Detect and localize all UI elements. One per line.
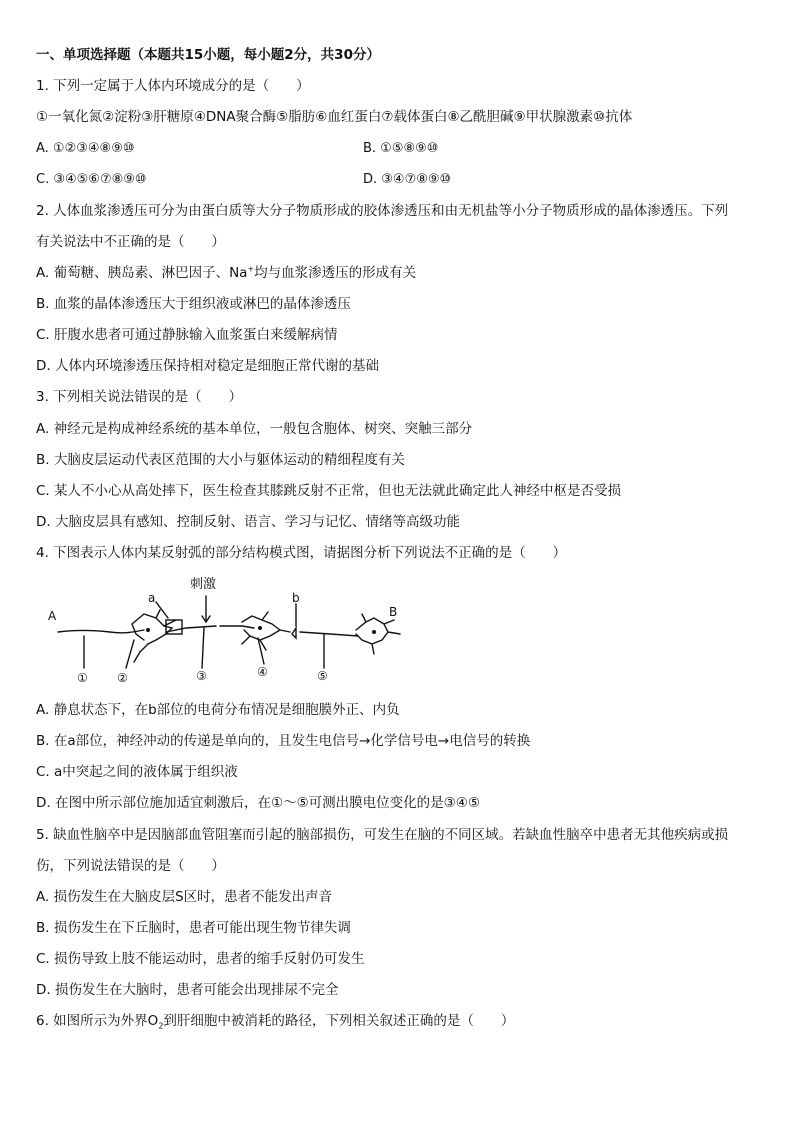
reflex-arc-diagram	[44, 574, 414, 686]
q1-option-a: A. ①②③④⑧⑨⑩	[36, 141, 135, 156]
label-3: ③	[196, 669, 207, 683]
efferent-fiber	[300, 632, 358, 636]
label-4: ④	[257, 665, 268, 679]
q2-option-c: C. 肝腹水患者可通过静脉输入血浆蛋白来缓解病情	[36, 327, 338, 343]
section-title: 一、单项选择题（本题共15小题，每小题2分，共30分）	[36, 47, 380, 63]
label-b: b	[292, 591, 300, 605]
q1-option-c: C. ③④⑤⑥⑦⑧⑨⑩	[36, 172, 147, 187]
q3-option-a: A. 神经元是构成神经系统的基本单位，一般包含胞体、树突、突触三部分	[36, 421, 473, 437]
q2-option-a-post: 均与血浆渗透压的形成有关	[254, 265, 417, 281]
q4-option-c: C. a中突起之间的液体属于组织液	[36, 764, 238, 780]
neuron-2-body	[242, 612, 280, 650]
q2-option-d: D. 人体内环境渗透压保持相对稳定是细胞正常代谢的基础	[36, 358, 379, 374]
q4-stem: 4. 下图表示人体内某反射弧的部分结构模式图，请据图分析下列说法不正确的是（ ）	[36, 545, 567, 561]
label-a: a	[148, 591, 156, 605]
q2-stem-line1: 2. 人体血浆渗透压可分为由蛋白质等大分子物质形成的胶体渗透压和由无机盐等小分子物质形成的晶体渗透压。下列	[36, 203, 729, 219]
leader-3	[202, 628, 204, 668]
q1-option-b: B. ①⑤⑧⑨⑩	[363, 141, 439, 156]
q5-option-a: A. 损伤发生在大脑皮层S区时，患者不能发出声音	[36, 889, 333, 905]
q5-stem-line1: 5. 缺血性脑卒中是因脑部血管阻塞而引起的脑部损伤，可发生在脑的不同区域。若缺血性脑卒中患者无其他疾病或损	[36, 827, 729, 843]
nucleus-1	[146, 628, 150, 632]
q6-stem-post: 到肝细胞中被消耗的路径，下列相关叙述正确的是（ ）	[163, 1013, 515, 1029]
q1-option-d: D. ③④⑦⑧⑨⑩	[363, 172, 452, 187]
axon-2	[220, 626, 254, 628]
q4-option-a: A. 静息状态下，在b部位的电荷分布情况是细胞膜外正、内负	[36, 702, 400, 718]
nucleus-2	[258, 626, 262, 630]
q1-items: ①一氧化氮②淀粉③肝糖原④DNA聚合酶⑤脂肪⑥血红蛋白⑦载体蛋白⑧乙酰胆碱⑨甲状腺激素⑩抗体	[36, 109, 633, 125]
q2-option-a	[36, 263, 416, 283]
sodium-charge: +	[247, 264, 255, 274]
q2-option-a-pre: A. 葡萄糖、胰岛素、淋巴因子、Na	[36, 265, 248, 281]
q5-option-d: D. 损伤发生在大脑时，患者可能会出现排尿不完全	[36, 982, 339, 998]
q6-stem-pre: 6. 如图所示为外界O	[36, 1013, 159, 1029]
q5-option-b: B. 损伤发生在下丘脑时，患者可能出现生物节律失调	[36, 920, 351, 936]
q5-option-c: C. 损伤导致上肢不能运动时，患者的缩手反射仍可发生	[36, 951, 365, 967]
q3-option-d: D. 大脑皮层具有感知、控制反射、语言、学习与记忆、情绪等高级功能	[36, 514, 460, 530]
q2-stem-line2: 有关说法中不正确的是（ ）	[36, 234, 225, 250]
q5-stem-line2: 伤，下列说法错误的是（ ）	[36, 858, 225, 874]
label-5: ⑤	[317, 669, 328, 683]
q3-stem: 3. 下列相关说法错误的是（ ）	[36, 389, 243, 405]
q2-option-b: B. 血浆的晶体渗透压大于组织液或淋巴的晶体渗透压	[36, 296, 351, 312]
leader-2	[126, 640, 134, 668]
q4-option-d: D. 在图中所示部位施加适宜刺激后，在①～⑤可测出膜电位变化的是③④⑤	[36, 795, 480, 811]
label-1: ①	[77, 671, 88, 685]
label-2: ②	[117, 671, 128, 685]
neuron-3-body	[356, 614, 400, 654]
nucleus-3	[372, 630, 376, 634]
label-A: A	[48, 609, 57, 623]
q3-option-c: C. 某人不小心从高处摔下，医生检查其膝跳反射不正常，但也无法就此确定此人神经中枢是否受损	[36, 483, 622, 499]
axon-1	[166, 626, 216, 632]
q4-option-b: B. 在a部位，神经冲动的传递是单向的，且发生电信号→化学信号电→电信号的转换	[36, 733, 531, 749]
q1-stem: 1. 下列一定属于人体内环境成分的是（ ）	[36, 78, 310, 94]
oxygen-subscript: 2	[158, 1021, 164, 1031]
label-B: B	[389, 605, 398, 619]
q6-stem	[36, 1011, 514, 1031]
afferent-fiber	[58, 630, 144, 633]
q3-option-b: B. 大脑皮层运动代表区范围的大小与躯体运动的精细程度有关	[36, 452, 405, 468]
label-stimulus: 刺激	[190, 577, 217, 592]
